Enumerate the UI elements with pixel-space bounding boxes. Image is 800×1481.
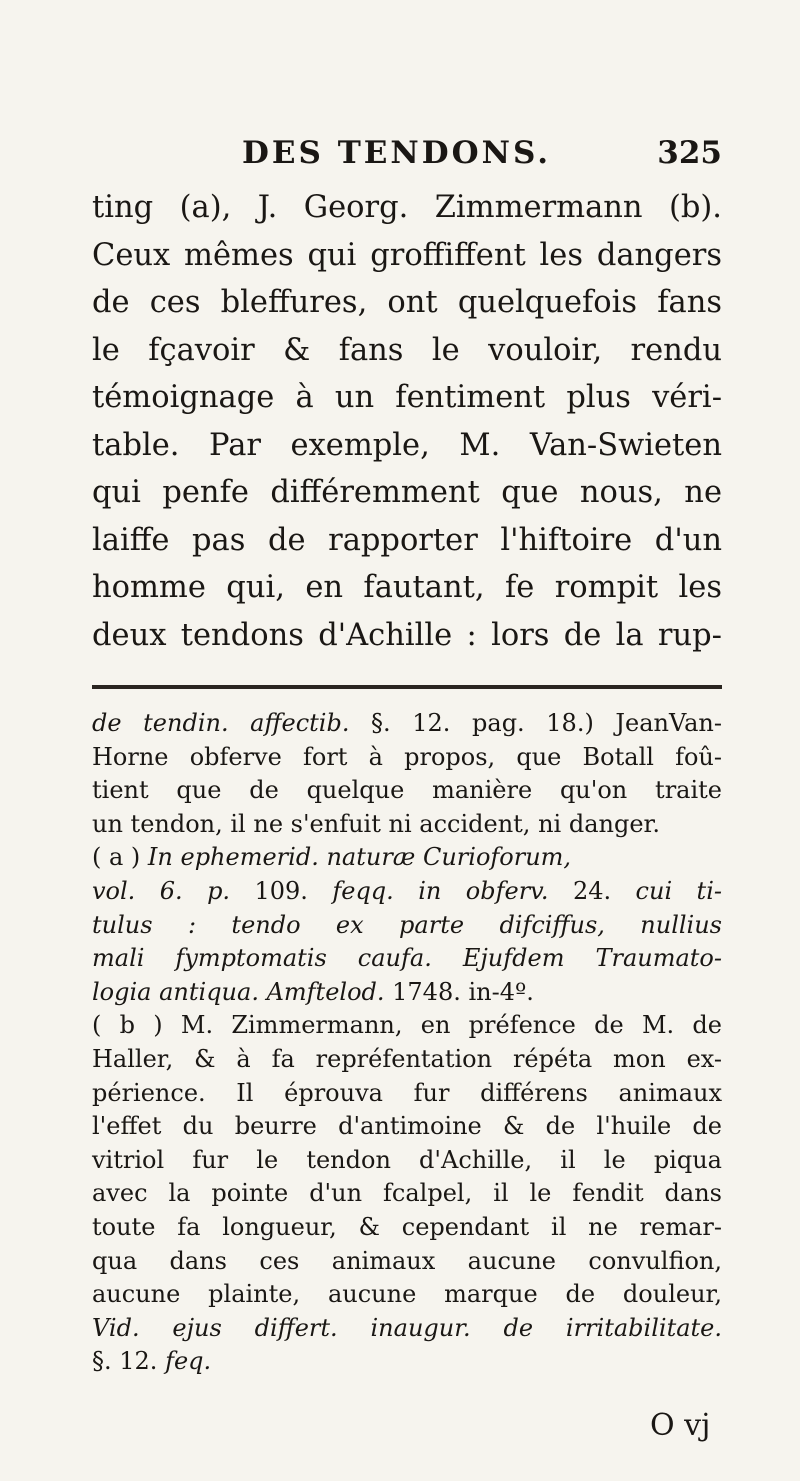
footnote-line: l'effet du beurre d'antimoine & de l'huile de — [92, 1112, 722, 1141]
footnote-line: vitriol fur le tendon d'Achille, il le piqua — [92, 1145, 722, 1174]
footnote-line: Horne obferve fort à propos, que Botall foû- — [92, 742, 722, 771]
signature-mark: O vj — [650, 1408, 711, 1443]
text-line: homme qui, en fautant, fe rompit les — [92, 570, 722, 605]
text-line: table. Par exemple, M. Van-Swieten — [92, 427, 722, 463]
footnote-line: un tendon, il ne s'enfuit ni accident, ni danger. — [92, 809, 660, 838]
footnote-line: logia antiqua. Amftelod. 1748. in-4º. — [92, 977, 534, 1006]
footnote-line: de tendin. affectib. §. 12. pag. 18.) JeanVan- — [92, 709, 722, 737]
footnote-line: périence. Il éprouva fur différens animaux — [92, 1078, 722, 1107]
footnote-line: aucune plainte, aucune marque de douleur, — [92, 1280, 722, 1309]
footnote-line: qua dans ces animaux aucune convulfion, — [92, 1246, 722, 1275]
text-line: ting (a), J. Georg. Zimmermann (b). — [92, 190, 722, 225]
footnote-line: mali fymptomatis caufa. Ejufdem Traumato- — [92, 944, 722, 973]
text-line: Ceux mêmes qui groffiffent les dangers — [92, 237, 722, 273]
footnote-line: tulus : tendo ex parte difciffus, nullius — [92, 910, 722, 939]
footnote-line: avec la pointe d'un fcalpel, il le fendit dans — [92, 1179, 722, 1208]
text-line: de ces bleffures, ont quelquefois fans — [92, 285, 722, 320]
footnote-line: toute fa longueur, & cependant il ne remar- — [92, 1212, 722, 1241]
text-line: laiffe pas de rapporter l'hiftoire d'un — [92, 522, 722, 558]
footnote-line: vol. 6. p. 109. feqq. in obferv. 24. cui ti- — [92, 876, 722, 905]
text-line: qui penfe différemment que nous, ne — [92, 475, 722, 510]
running-title: DES TENDONS. — [242, 135, 552, 171]
footnote-line: tient que de quelque manière qu'on traite — [92, 776, 722, 805]
footnote-divider — [92, 685, 722, 689]
text-line: le fçavoir & fans le vouloir, rendu — [92, 332, 722, 368]
page-number: 325 — [657, 135, 722, 171]
footnote-line: Haller, & à fa repréfentation répéta mon ex- — [92, 1044, 722, 1073]
page-header — [92, 135, 722, 181]
main-text — [92, 184, 722, 659]
text-line: témoignage à un fentiment plus véri- — [92, 380, 722, 415]
footnote-line: Vid. ejus differt. inaugur. de irritabilitate. — [92, 1313, 722, 1342]
footnote-a: ( a ) In ephemerid. naturæ Curioforum, — [92, 843, 572, 872]
footnote-b: ( b ) M. Zimmermann, en préfence de M. de — [92, 1011, 722, 1040]
text-line: deux tendons d'Achille : lors de la rup- — [92, 617, 722, 653]
footnote-line: §. 12. feq. — [92, 1347, 212, 1376]
footnotes — [92, 707, 722, 1379]
